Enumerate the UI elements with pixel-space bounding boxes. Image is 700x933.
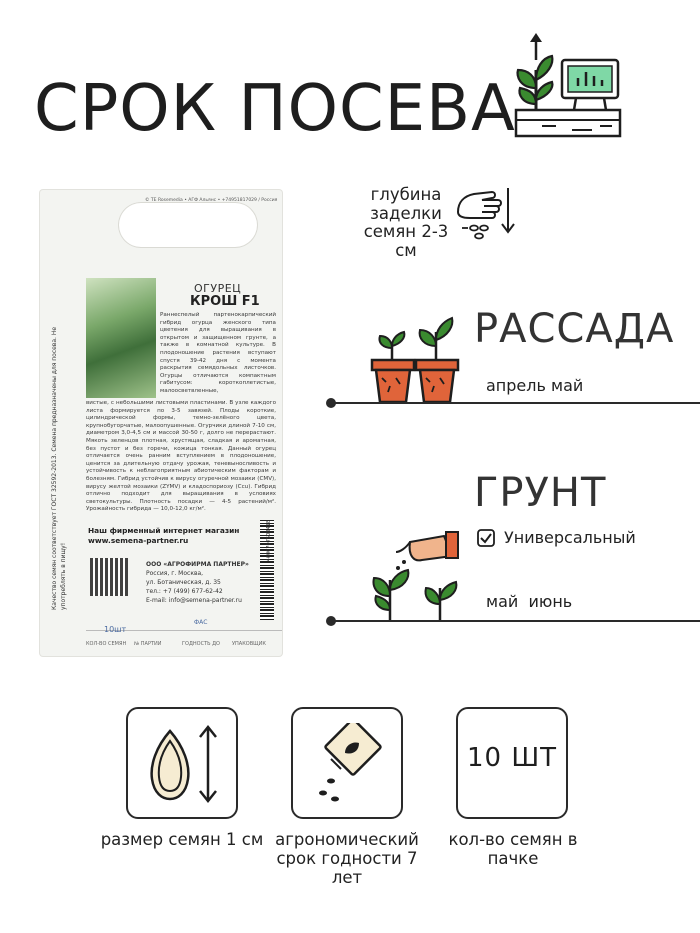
packet-description-top: Раннеспелый партенокарпический гибрид огурца женского типа цветения для выращивания в открытом и защищенном грунте, а также в комнатной культуре. В плодоношение растения вступают спустя 39-42 дня с момента раскрытия семядольных листочков. Огурцы отличаются компактным габитусом: короткоплетистые, малоосветвленные, — [160, 312, 276, 394]
seed-size-caption: размер семян 1 см — [100, 830, 264, 849]
packet-qty-mark: 10шт — [104, 625, 127, 634]
packet-bottom-label: ГОДНОСТЬ ДО — [182, 641, 220, 647]
seed-size-box — [126, 707, 238, 819]
seedling-months: апрель май — [486, 376, 584, 395]
seedling-timeline-line — [330, 402, 700, 404]
packet-bottom-label: № ПАРТИИ — [134, 641, 162, 647]
packet-shop-info — [88, 526, 239, 546]
packet-shop-url: www.semena-partner.ru — [88, 536, 189, 545]
sowing-depth-text: глубина заделки семян 2-3 см — [363, 185, 449, 260]
packet-variety-name: КРОШ F1 — [190, 294, 260, 309]
ground-timeline-line — [330, 620, 700, 622]
company-line: тел.: +7 (499) 677-62-42 — [146, 588, 223, 595]
packet-bottom-label: УПАКОВЩИК — [232, 641, 266, 647]
packet-top-text: © ТЕ Rosemedia • АГФ Альянс • +74951817029 / Россия — [145, 198, 278, 203]
planting-hand-icon — [370, 530, 466, 622]
company-line: E-mail: info@semena-partner.ru — [146, 597, 242, 604]
packet-description: вистые, с небольшими листовыми пластинами. В узле каждого листа формируется по 3-5 завязей. Плоды короткие, цилиндрической формы, темно-зелёного цвета, крупнобугорчатые, малоопушенные. Огурчики длиной 7-10 см, диаметром 3,0-4,5 см и массой 30-50 г, долго не перерастают. Мякоть зеленцов плотная, хрустящая, сладкая и ароматная, без пустот и без горечи, кожица тонкая. Данный огурец отличается очень ранним вступлением в плодоношение, ценится за длительную отдачу урожая, теневыносливость и устойчивость к неблагоприятным абиотическим факторам и болезням. Гибрид устойчив к вирусу огуречной мозаики (CMV), вирусу желтой мозаики (ZYMV) и кладоспориозу (Ccu). Гибрид отлично подходит для выращивания в условиях светокультуры. Плотность посадки — 4-5 растений/м². Урожайность гибрида — 10,0-12,0 кг/м². — [86, 400, 276, 513]
seedling-heading: РАССАДА — [474, 306, 675, 352]
seed-size-icon — [142, 721, 226, 805]
packet-crop-name: ОГУРЕЦ — [194, 282, 242, 295]
packet-bottom-label: КОЛ-ВО СЕМЯН — [86, 641, 127, 647]
company-line: ООО «АГРОФИРМА ПАРТНЕР» — [146, 561, 249, 568]
company-line: ул. Ботаническая, д. 35 — [146, 579, 221, 586]
packet-shop-line: Наш фирменный интернет магазин — [88, 526, 240, 535]
packet-bottom-strip — [86, 619, 282, 653]
packet-hang-hole — [118, 202, 258, 248]
company-line: Россия, г. Москва, — [146, 570, 204, 577]
page-title: СРОК ПОСЕВА — [34, 72, 516, 146]
hand-seed-depth-icon — [448, 178, 520, 250]
ground-heading: ГРУНТ — [474, 470, 607, 516]
soil-type-label: Универсальный — [504, 528, 636, 547]
cucumber-photo — [86, 278, 156, 398]
ground-months: май июнь — [486, 592, 573, 611]
seed-count-box — [456, 707, 568, 819]
packet-side-text: Качество семян соответствует ГОСТ 32592-2013. Семена предназначены для посева. Не употреблять в пищу! — [51, 326, 67, 610]
checkmark-icon — [476, 528, 496, 548]
packet-company-info — [146, 560, 249, 605]
qr-code — [90, 558, 128, 596]
growing-plant-monitor-icon — [512, 30, 624, 142]
shelf-life-box — [291, 707, 403, 819]
shelf-life-caption: агрономический срок годности 7 лет — [275, 830, 419, 887]
seed-count-value: 10 ШТ — [466, 743, 558, 773]
seed-count-caption: кол-во семян в пачке — [448, 830, 578, 868]
seedling-pots-icon — [368, 316, 464, 406]
packet-fas-mark: ФАС — [194, 619, 208, 626]
seed-packet-image — [40, 190, 282, 656]
barcode-number: 4600707508418 — [266, 520, 272, 562]
seed-packet-icon — [311, 723, 387, 807]
